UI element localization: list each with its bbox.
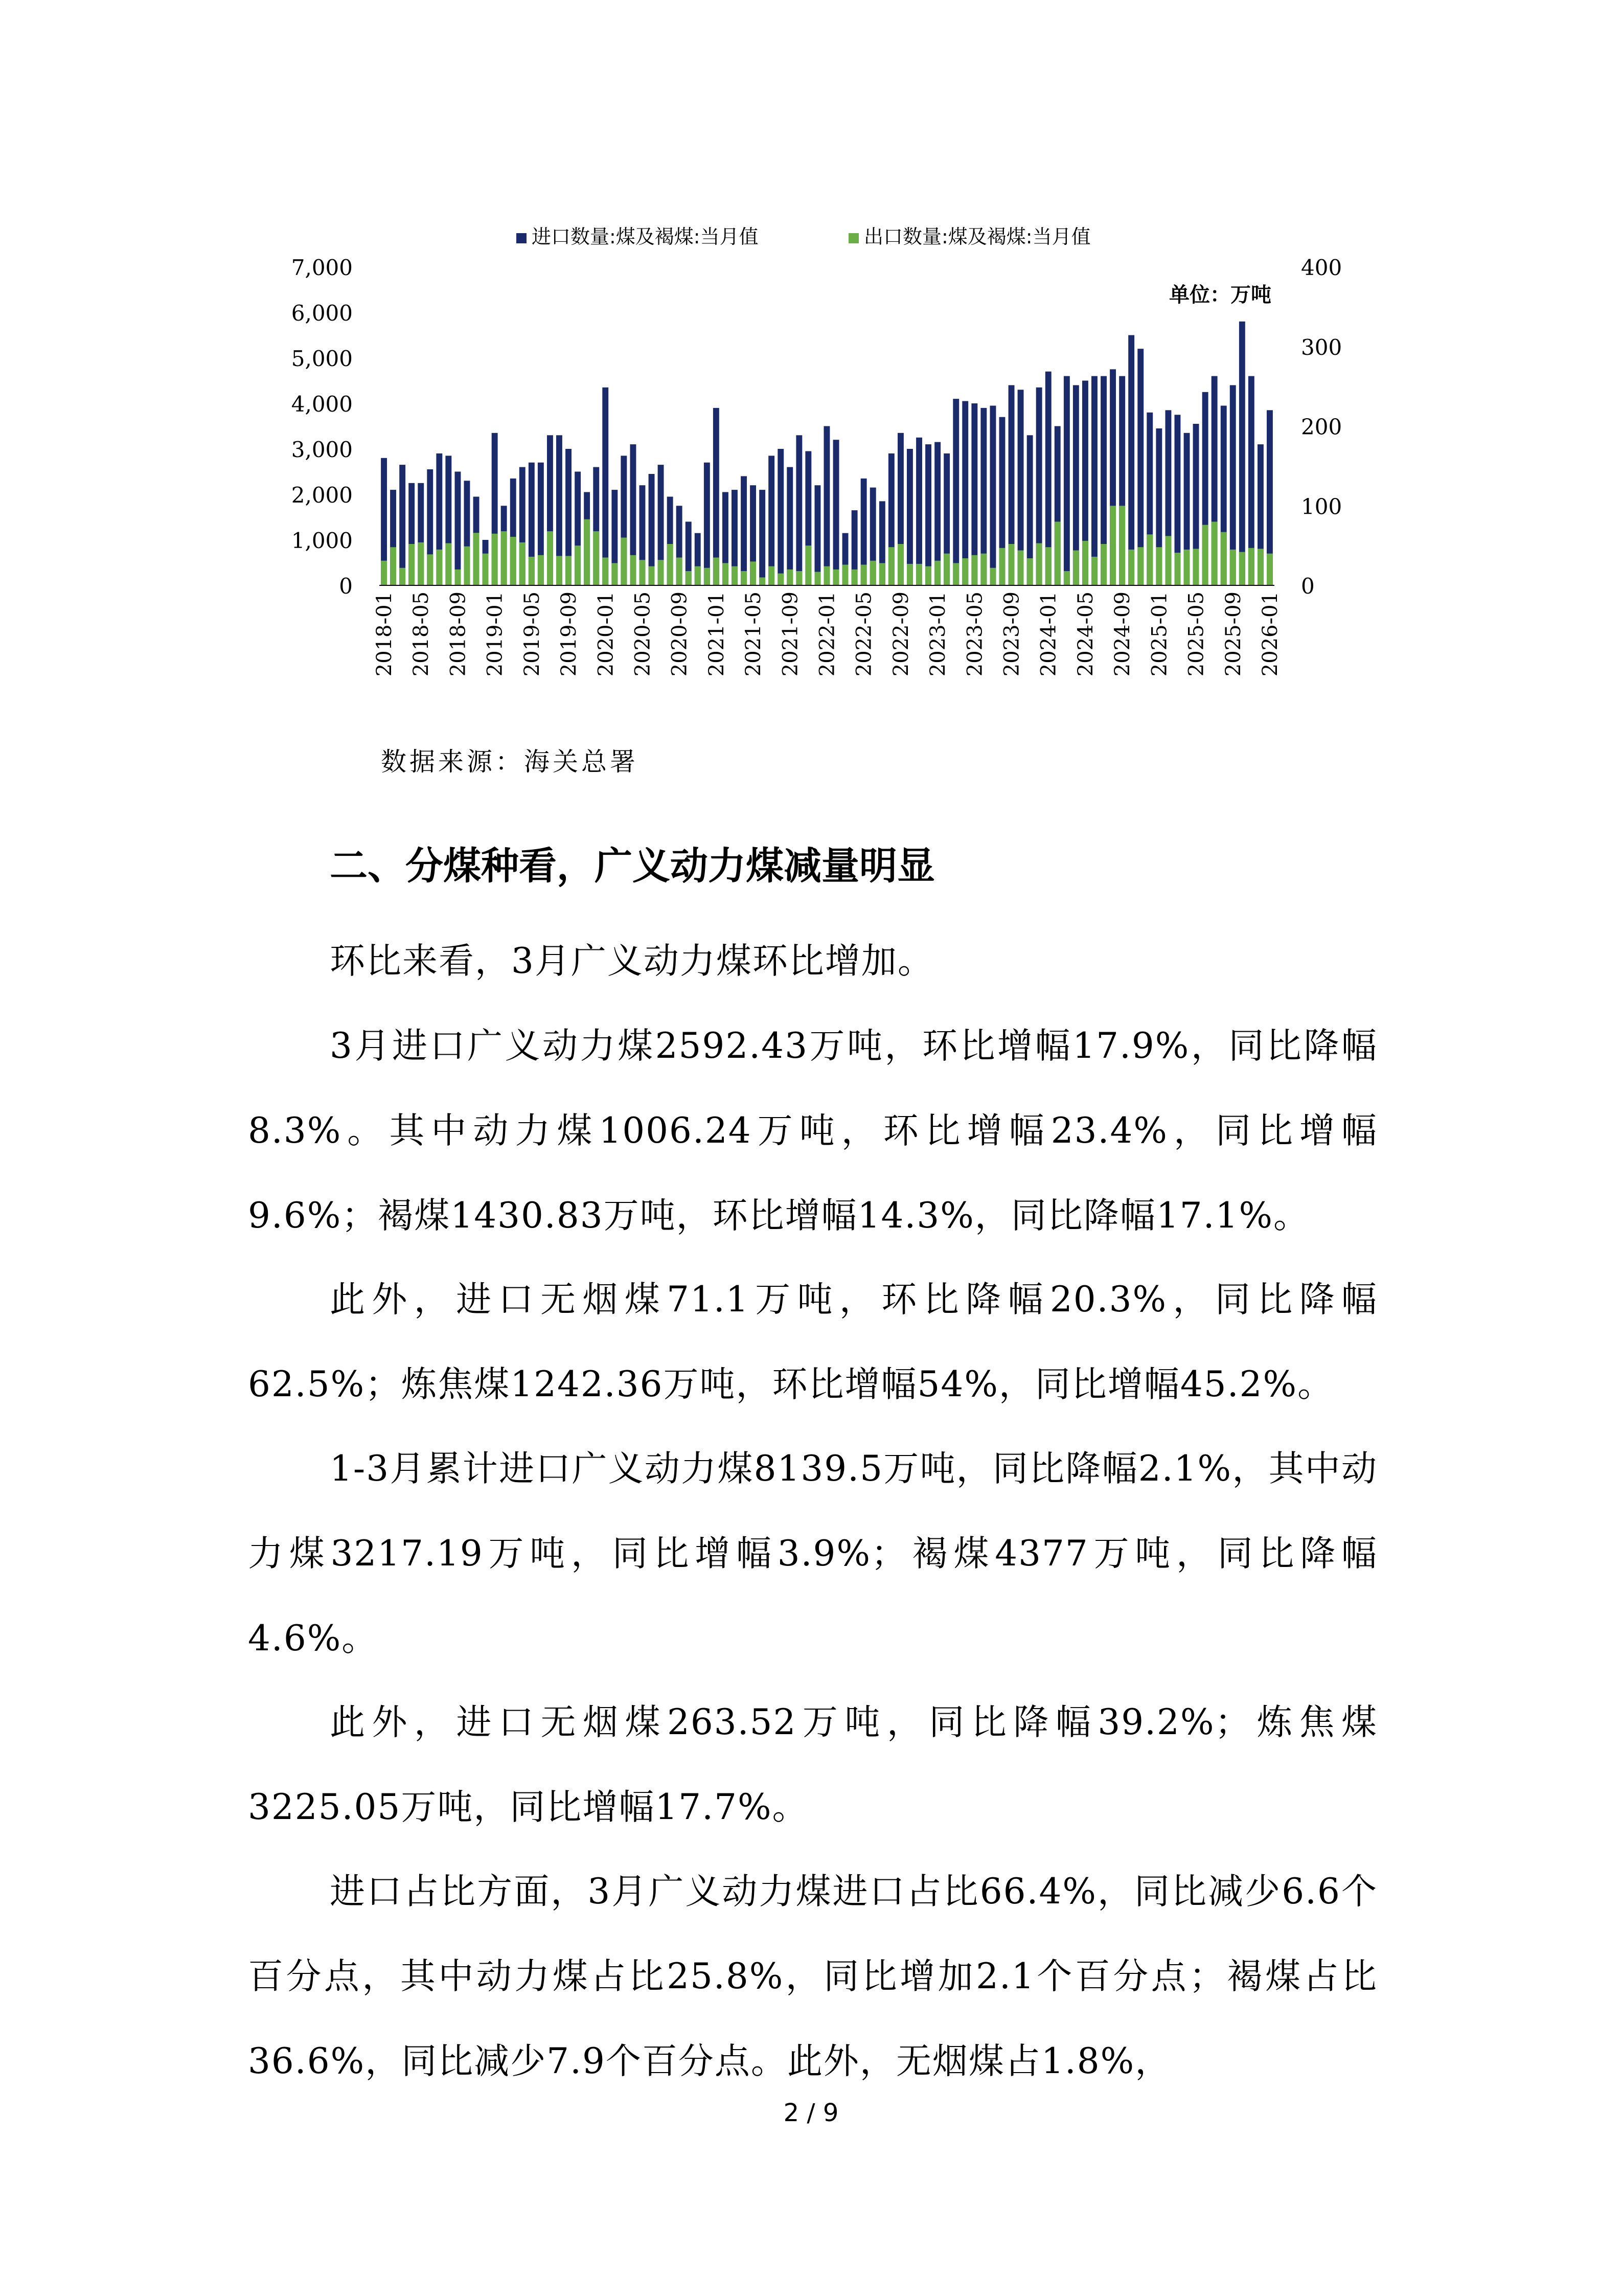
paragraph-2: 3月进口广义动力煤2592.43万吨，环比增幅17.9%，同比降幅8.3%。其中动力煤1006.24万吨，环比增幅23.4%，同比增幅9.6%；褐煤1430.83万吨，环比增幅14.3%，同比降幅17.1%。: [248, 1026, 1378, 1236]
export-bar: [934, 561, 941, 585]
export-bar: [741, 571, 747, 585]
x-tick-label: 2025-09: [1221, 592, 1245, 677]
x-tick-label: 2022-01: [815, 592, 839, 677]
import-bar: [778, 449, 784, 585]
export-bar: [676, 558, 682, 586]
export-bar: [796, 571, 802, 585]
export-bar: [787, 570, 793, 585]
legend-label-import: 进口数量:煤及褐煤:当月值: [532, 225, 759, 248]
y-left-tick-label: 3,000: [291, 437, 353, 462]
y-left-tick-label: 2,000: [291, 483, 353, 508]
x-tick-label: 2018-09: [446, 592, 470, 677]
export-bar: [611, 563, 618, 585]
unit-label: 单位：万吨: [1169, 283, 1271, 307]
export-bar: [870, 561, 876, 585]
export-bar: [898, 544, 904, 585]
export-bar: [1128, 550, 1134, 585]
export-bar: [519, 542, 526, 585]
x-tick-label: 2024-01: [1037, 592, 1061, 677]
import-bar: [962, 401, 968, 586]
export-bar: [436, 550, 442, 585]
import-bar: [1128, 335, 1134, 586]
x-tick-label: 2020-09: [668, 592, 692, 677]
export-bar: [639, 560, 646, 585]
x-tick-label: 2021-01: [704, 592, 728, 677]
export-bar: [805, 545, 811, 585]
import-bar: [833, 440, 839, 585]
export-bar: [759, 577, 765, 585]
export-bar: [1258, 549, 1264, 585]
export-bar: [713, 558, 719, 586]
export-bar: [1036, 543, 1042, 586]
import-bar: [602, 388, 608, 585]
export-bar: [953, 563, 959, 585]
export-bar: [925, 566, 931, 585]
export-bar: [888, 547, 895, 585]
export-bar: [768, 566, 774, 585]
x-tick-label: 2023-01: [926, 592, 950, 677]
export-bar: [1267, 554, 1273, 585]
import-bar: [455, 472, 461, 586]
export-bar: [1119, 506, 1125, 585]
export-bar: [1202, 525, 1208, 585]
import-bar: [768, 456, 774, 585]
export-bar: [1091, 557, 1098, 585]
export-bar: [842, 565, 849, 586]
export-bar: [492, 534, 498, 585]
export-bar: [399, 568, 405, 585]
import-bar: [1091, 376, 1098, 585]
export-bar: [510, 537, 516, 585]
x-tick-label: 2022-09: [889, 592, 913, 677]
export-bar: [686, 571, 692, 585]
import-bar: [916, 438, 922, 585]
x-tick-label: 2019-01: [483, 592, 507, 677]
import-bar: [741, 476, 747, 585]
legend-swatch-import: [516, 233, 527, 243]
legend-label-export: 出口数量:煤及褐煤:当月值: [864, 225, 1091, 248]
y-right-tick-label: 0: [1301, 574, 1315, 599]
paragraph-4: 1-3月累计进口广义动力煤8139.5万吨，同比降幅2.1%，其中动力煤3217.19万吨，同比增幅3.9%；褐煤4377万吨，同比降幅4.6%。: [248, 1448, 1378, 1659]
export-bar: [1137, 547, 1144, 585]
export-bar: [575, 545, 581, 585]
export-bar: [1212, 521, 1218, 585]
export-bar: [1064, 571, 1070, 585]
export-bar: [445, 543, 451, 586]
x-tick-label: 2024-05: [1073, 592, 1098, 677]
export-bar: [565, 556, 572, 585]
import-bar: [759, 490, 765, 585]
y-left-tick-label: 6,000: [291, 301, 353, 326]
export-bar: [501, 531, 507, 585]
x-tick-label: 2018-01: [373, 592, 397, 677]
x-tick-label: 2018-05: [409, 592, 433, 677]
export-bar: [1009, 544, 1015, 585]
export-bar: [852, 570, 858, 585]
x-tick-label: 2019-05: [520, 592, 544, 677]
export-bar: [1221, 532, 1227, 585]
export-bar: [1110, 506, 1116, 585]
legend-swatch-export: [849, 233, 859, 243]
export-bar: [667, 544, 673, 585]
y-left-tick-label: 5,000: [291, 346, 353, 371]
export-bar: [916, 564, 922, 585]
import-bar: [796, 435, 802, 585]
export-bar: [556, 556, 562, 585]
export-bar: [990, 568, 996, 585]
import-bar: [953, 399, 959, 585]
y-right-tick-label: 400: [1301, 255, 1342, 280]
y-left-tick-label: 7,000: [291, 255, 353, 280]
import-bar: [704, 463, 710, 585]
y-left-tick-label: 0: [339, 574, 353, 599]
export-bar: [649, 566, 655, 585]
export-bar: [1156, 547, 1162, 585]
export-bar: [1175, 553, 1181, 585]
y-left-tick-label: 4,000: [291, 392, 353, 417]
export-bar: [473, 533, 479, 585]
import-bar: [1064, 376, 1070, 585]
export-bar: [907, 564, 913, 585]
x-tick-label: 2023-09: [1000, 591, 1024, 677]
x-tick-label: 2026-01: [1258, 592, 1282, 677]
export-bar: [722, 563, 728, 585]
import-bar: [824, 426, 830, 586]
export-bar: [1248, 548, 1254, 585]
export-bar: [538, 555, 544, 585]
export-bar: [1082, 541, 1088, 585]
export-bar: [999, 548, 1006, 585]
export-bar: [418, 542, 424, 585]
export-bar: [980, 554, 987, 585]
export-bar: [630, 555, 636, 585]
x-tick-label: 2023-05: [963, 592, 987, 677]
export-bar: [704, 568, 710, 585]
x-tick-label: 2020-05: [631, 592, 655, 677]
export-bar: [381, 561, 387, 585]
export-bar: [658, 560, 664, 585]
y-right-tick-label: 200: [1301, 414, 1342, 440]
x-tick-label: 2024-09: [1111, 592, 1135, 677]
export-bar: [824, 566, 830, 585]
export-bar: [962, 558, 968, 585]
import-bar: [925, 444, 931, 585]
export-bar: [1230, 550, 1236, 585]
paragraph-1: 环比来看，3月广义动力煤环比增加。: [330, 941, 934, 982]
import-bar: [815, 485, 821, 585]
x-tick-label: 2021-05: [742, 592, 766, 677]
section-heading: 二、分煤种看，广义动力煤减量明显: [330, 844, 935, 888]
export-bar: [879, 563, 885, 585]
export-bar: [483, 554, 489, 585]
x-tick-label: 2019-09: [557, 592, 581, 677]
x-tick-label: 2022-05: [852, 592, 876, 677]
paragraph-3: 此外，进口无烟煤71.1万吨，环比降幅20.3%，同比降幅62.5%；炼焦煤1242.36万吨，环比增幅54%，同比增幅45.2%。: [248, 1279, 1378, 1405]
coal-import-export-chart: [0, 0, 1622, 716]
export-bar: [621, 538, 627, 586]
import-bar: [1239, 322, 1245, 585]
export-bar: [1239, 552, 1245, 585]
export-bar: [455, 570, 461, 585]
x-tick-label: 2025-05: [1184, 592, 1208, 677]
x-tick-label: 2020-01: [594, 592, 618, 677]
export-bar: [944, 554, 950, 585]
data-source-note: 数据来源：海关总署: [381, 747, 638, 777]
export-bar: [529, 557, 535, 585]
export-bar: [1193, 549, 1199, 585]
import-bar: [399, 465, 405, 585]
export-bar: [593, 531, 599, 585]
export-bar: [1184, 550, 1190, 585]
y-right-tick-label: 100: [1301, 494, 1342, 519]
x-tick-label: 2021-09: [779, 592, 803, 677]
export-bar: [1027, 558, 1033, 585]
export-bar: [695, 566, 701, 585]
export-bar: [1073, 551, 1079, 586]
export-bar: [602, 558, 608, 586]
export-bar: [584, 519, 590, 585]
export-bar: [971, 555, 977, 585]
export-bar: [1018, 551, 1024, 586]
export-bar: [1147, 534, 1153, 585]
export-bar: [1055, 521, 1061, 585]
y-right-tick-label: 300: [1301, 334, 1342, 360]
export-bar: [464, 547, 470, 585]
export-bar: [408, 544, 415, 585]
x-tick-label: 2025-01: [1148, 592, 1172, 677]
paragraph-5: 此外，进口无烟煤263.52万吨，同比降幅39.2%；炼焦煤3225.05万吨，同比增幅17.7%。: [248, 1702, 1378, 1828]
export-bar: [1045, 547, 1052, 585]
export-bar: [547, 531, 553, 585]
export-bar: [390, 547, 396, 585]
import-bar: [990, 406, 996, 586]
export-bar: [861, 565, 867, 586]
export-bar: [750, 561, 756, 585]
export-bar: [833, 570, 839, 585]
export-bar: [427, 554, 433, 585]
y-left-tick-label: 1,000: [291, 528, 353, 553]
page-number: 2 / 9: [783, 2099, 839, 2127]
export-bar: [1101, 544, 1107, 585]
export-bar: [1166, 536, 1172, 585]
export-bar: [815, 572, 821, 586]
paragraph-6: 进口占比方面，3月广义动力煤进口占比66.4%，同比减少6.6个百分点，其中动力煤占比25.8%，同比增加2.1个百分点；褐煤占比36.6%，同比减少7.9个百分点。此外，无烟煤占1.8%，: [248, 1871, 1378, 2082]
import-bar: [787, 467, 793, 585]
export-bar: [778, 574, 784, 585]
export-bar: [732, 566, 738, 585]
